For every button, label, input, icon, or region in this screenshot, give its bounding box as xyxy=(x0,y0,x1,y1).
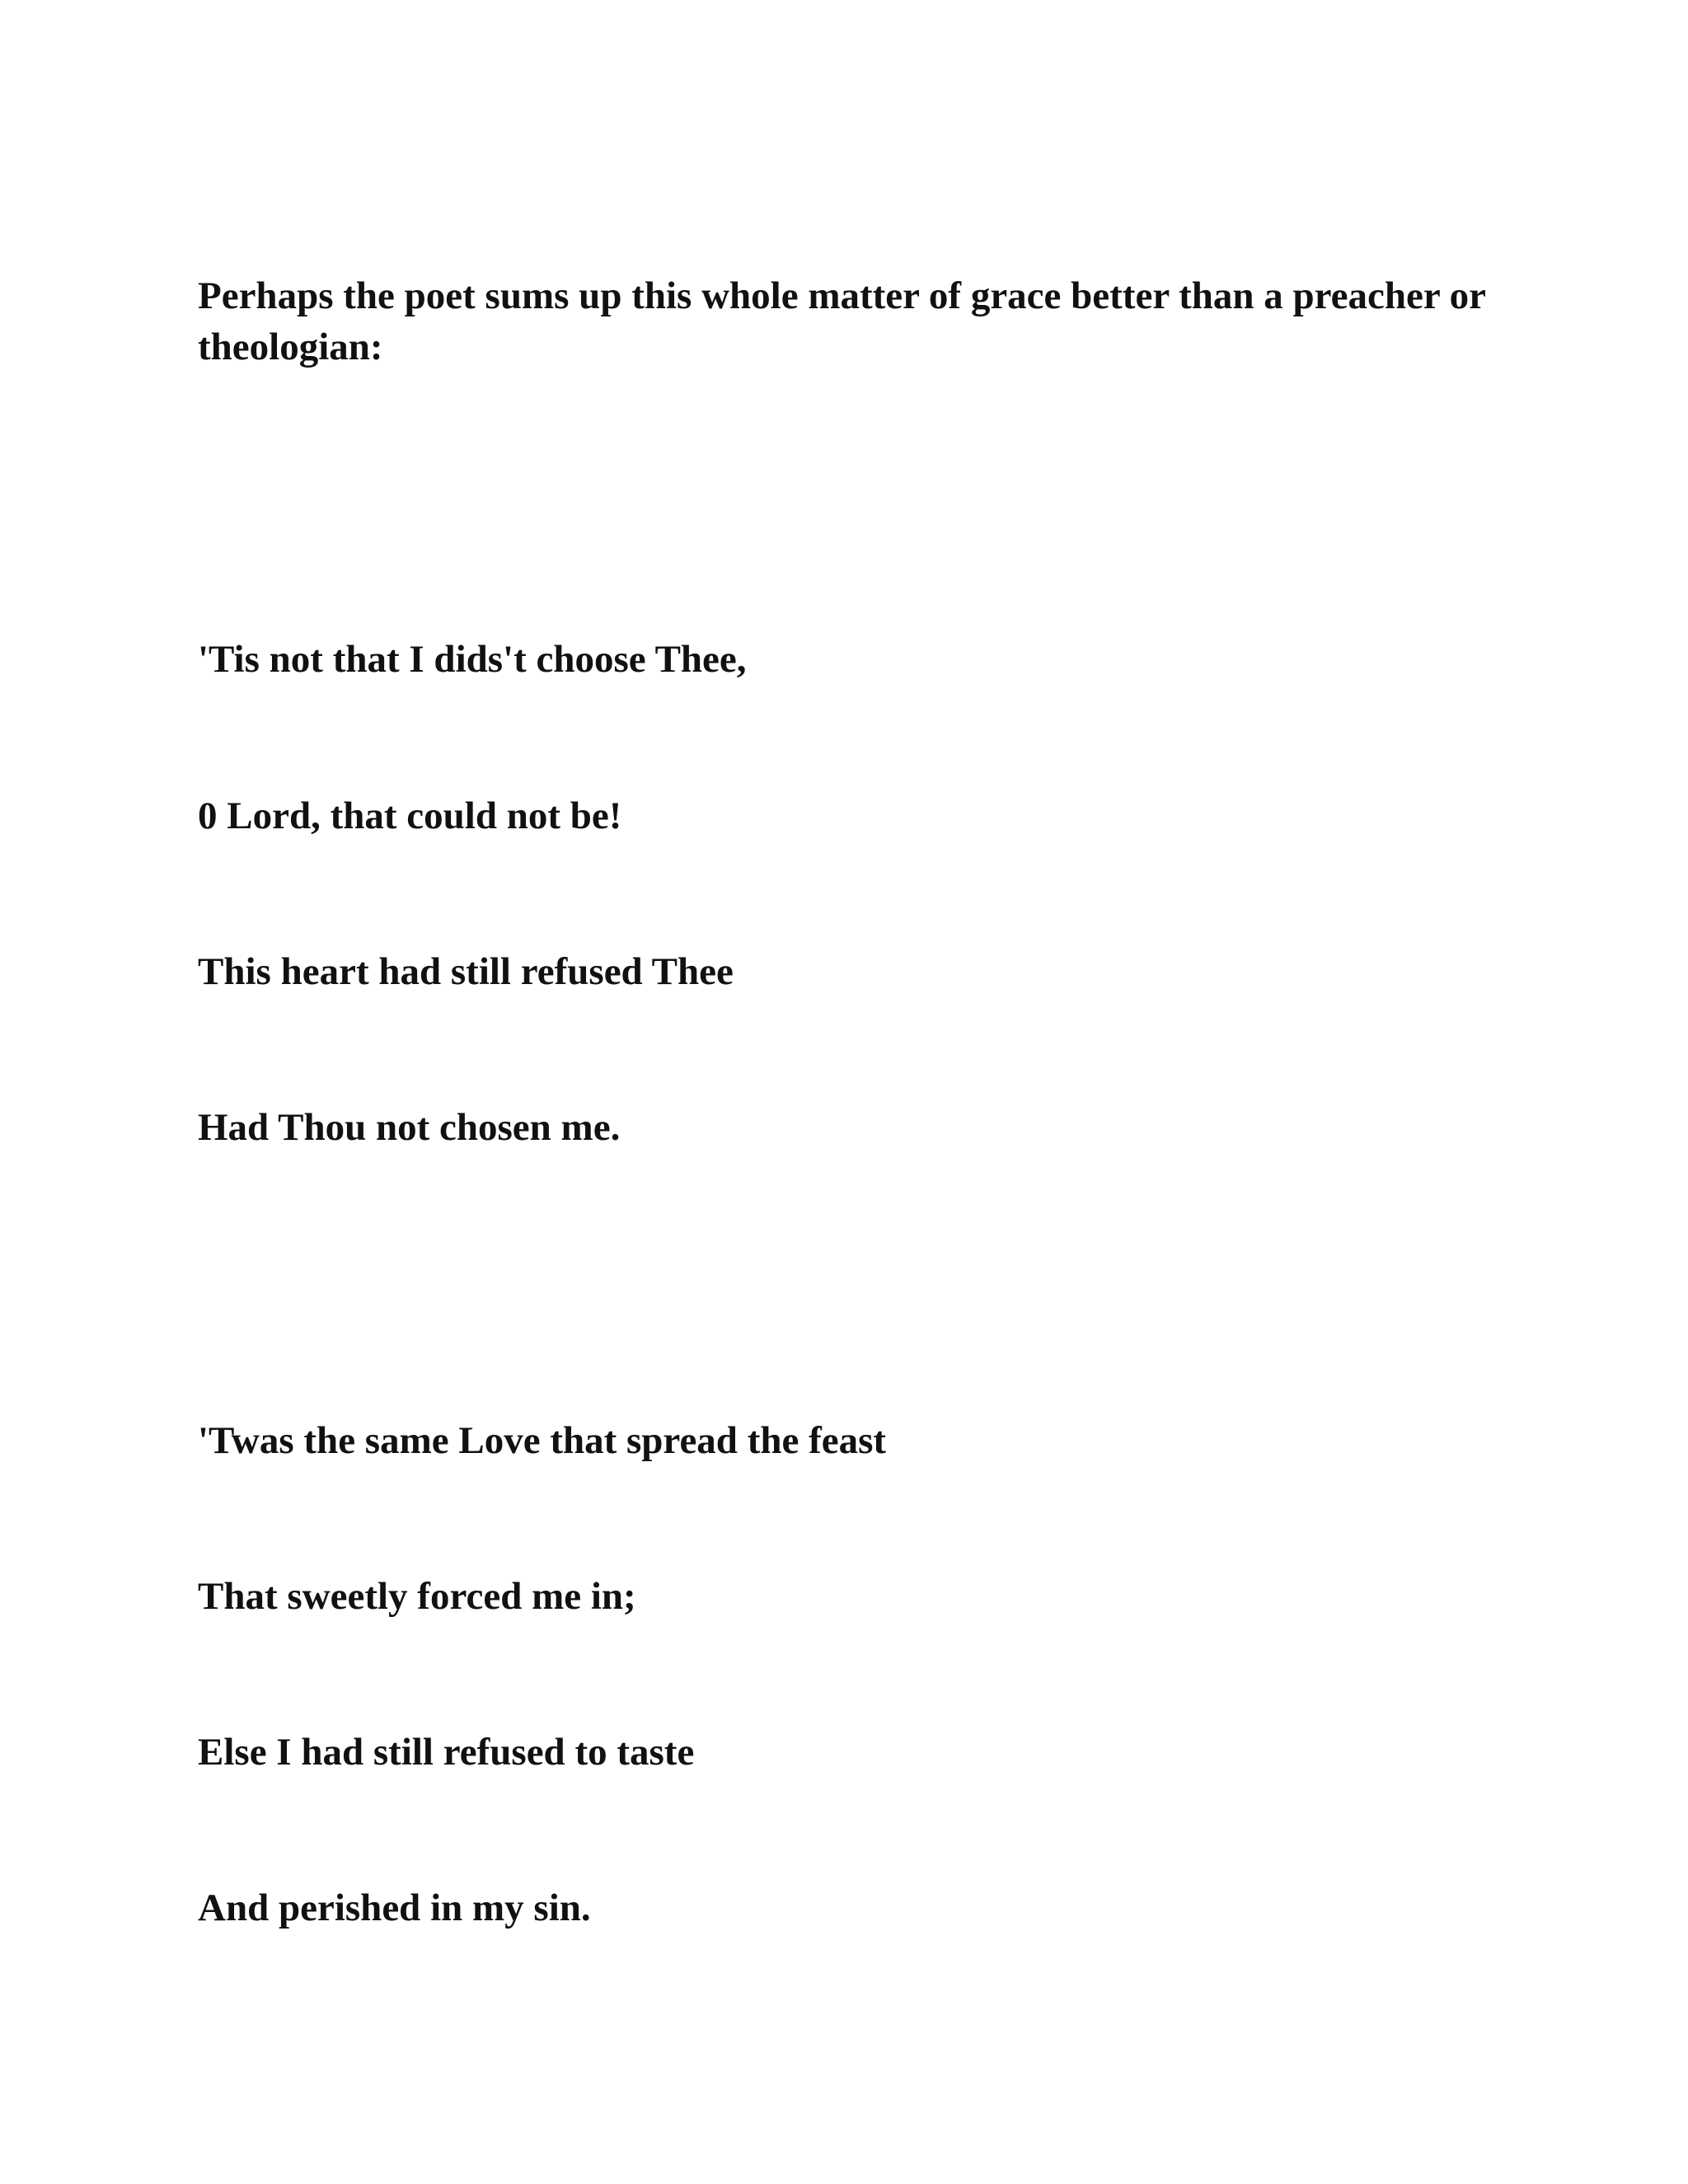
poem-line: And perished in my sin. xyxy=(198,1886,591,1929)
intro-paragraph: Perhaps the poet sums up this whole matter of grace better than a preacher or theologian: xyxy=(198,274,1486,368)
poem-line: 0 Lord, that could not be! xyxy=(198,794,622,837)
poem-line: Else I had still refused to taste xyxy=(198,1731,695,1774)
poem-line: 'Twas the same Love that spread the feast xyxy=(198,1419,887,1462)
poem-line: Had Thou not chosen me. xyxy=(198,1106,621,1149)
poem-line: That sweetly forced me in; xyxy=(198,1575,636,1618)
poem-line: This heart had still refused Thee xyxy=(198,950,734,993)
poem-line: 'Tis not that I dids't choose Thee, xyxy=(198,638,747,681)
